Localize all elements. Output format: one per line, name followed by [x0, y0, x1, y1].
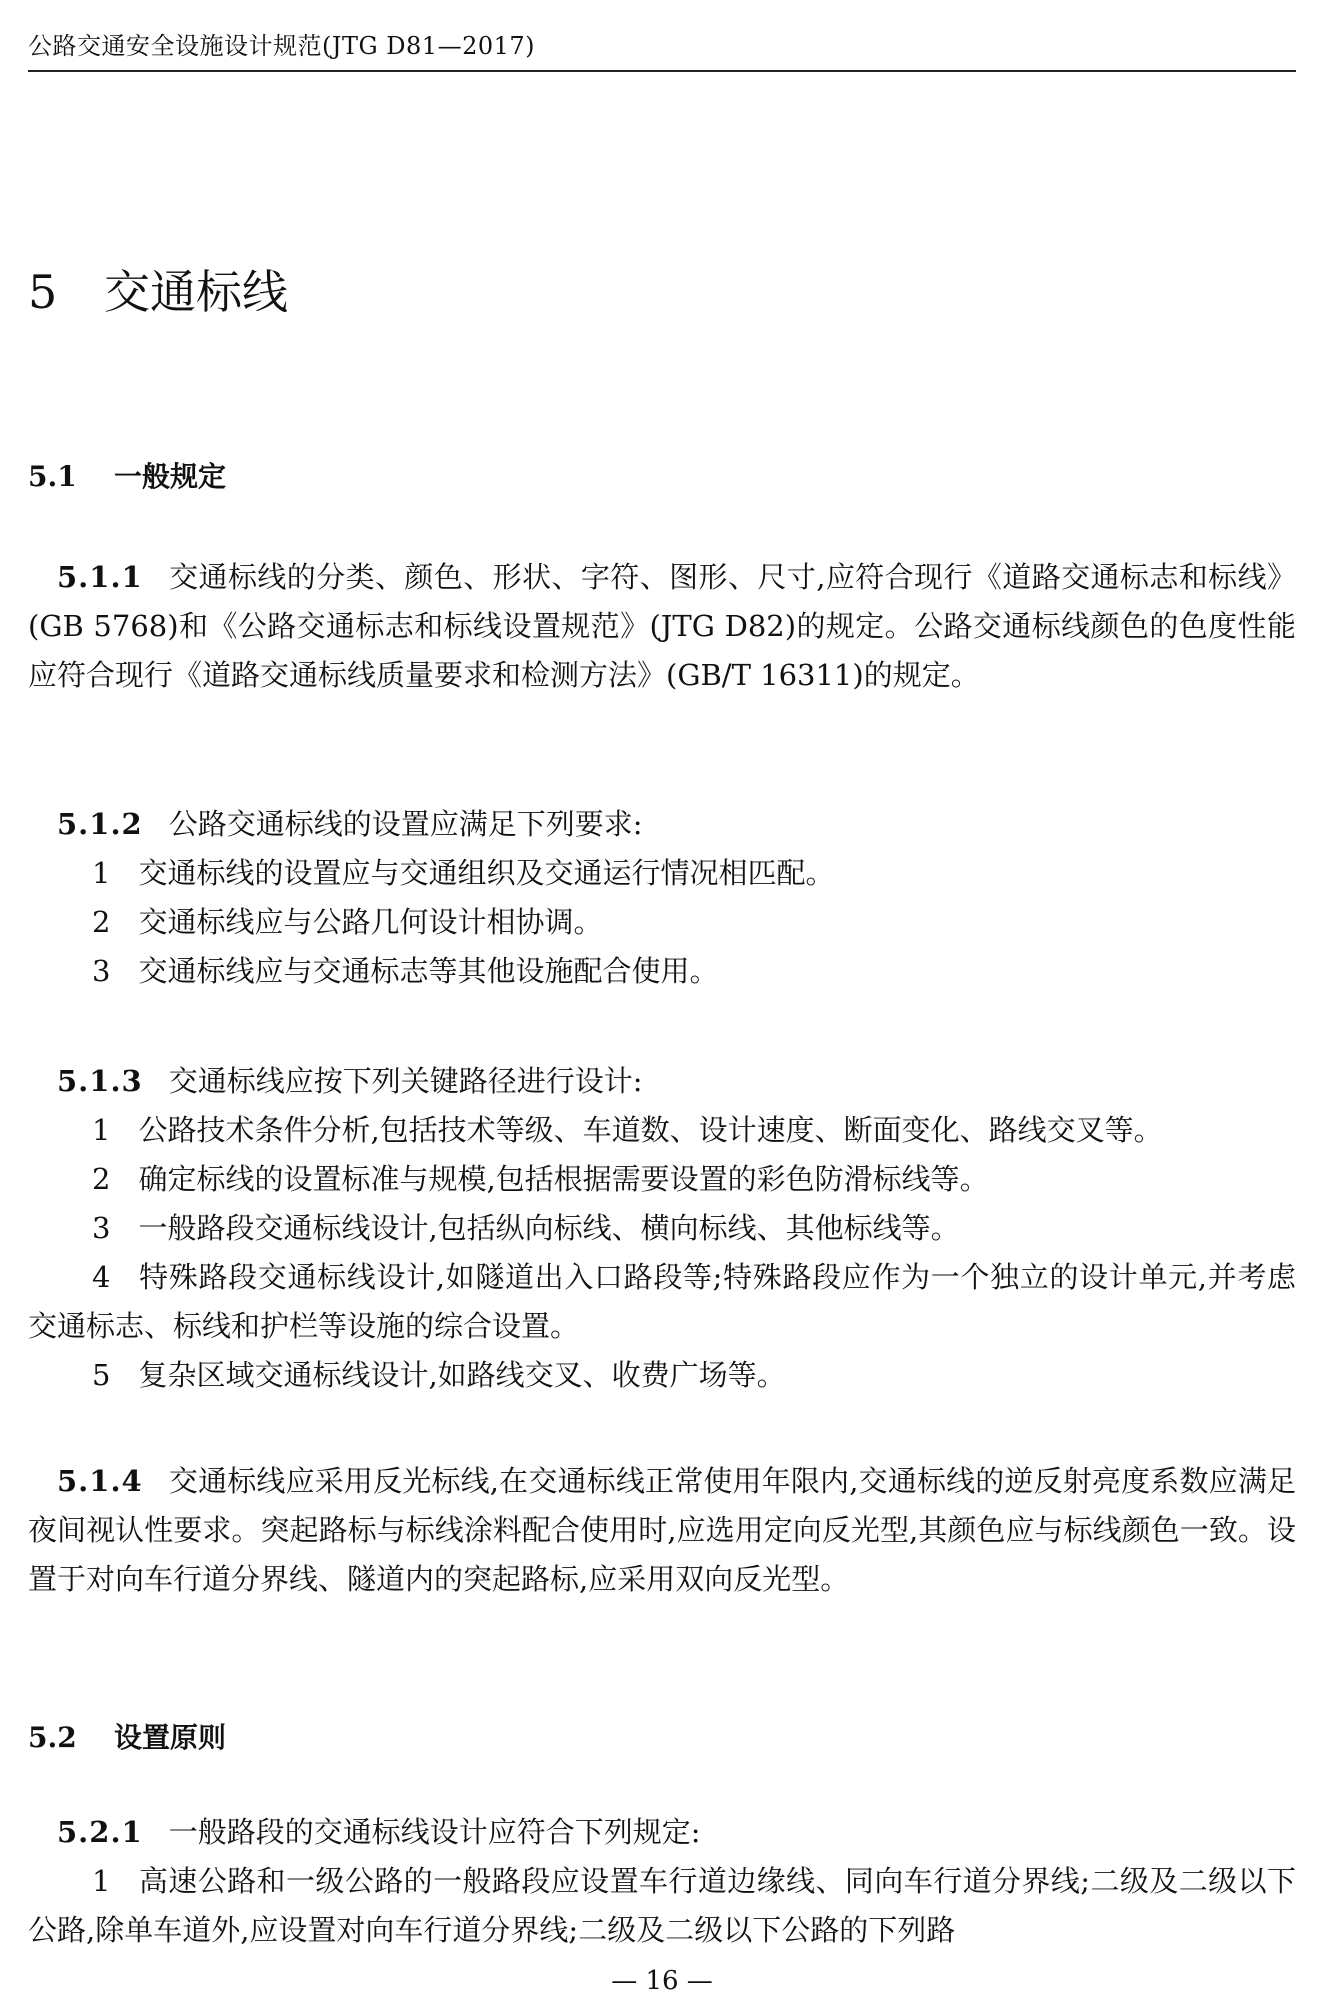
clause-text: 交通标线的分类、颜色、形状、字符、图形、尺寸,应符合现行《道路交通标志和标线》(GB 5768)和《公路交通标志和标线设置规范》(JTG D82)的规定。公路交通标线颜色的色度性能应符合现行《道路交通标线质量要求和检测方法》(GB/T 16311)的规定。: [28, 560, 1296, 692]
clause-text: 交通标线应按下列关键路径进行设计:: [168, 1064, 643, 1098]
list-item: [28, 947, 1296, 996]
clause-paragraph: [28, 1457, 1296, 1604]
item-text: 公路技术条件分析,包括技术等级、车道数、设计速度、断面变化、路线交叉等。: [138, 1113, 1163, 1147]
clause-paragraph: [28, 553, 1296, 700]
list-item: [28, 1106, 1296, 1155]
clause-5-2-1: [28, 1808, 1296, 1955]
section-title-text: 一般规定: [114, 460, 227, 493]
chapter-number: 5: [28, 265, 58, 319]
clause-5-1-3: [28, 1057, 1296, 1400]
section-number: 5.2: [28, 1721, 77, 1754]
item-text: 一般路段交通标线设计,包括纵向标线、横向标线、其他标线等。: [138, 1211, 960, 1245]
list-item: [28, 1351, 1296, 1400]
running-header: 公路交通安全设施设计规范(JTG D81—2017): [28, 32, 536, 60]
clause-text: 交通标线应采用反光标线,在交通标线正常使用年限内,交通标线的逆反射亮度系数应满足夜间视认性要求。突起路标与标线涂料配合使用时,应选用定向反光型,其颜色应与标线颜色一致。设置于对向车行道分界线、隧道内的突起路标,应采用双向反光型。: [28, 1464, 1296, 1596]
item-number: 1: [92, 1113, 111, 1147]
list-item: [28, 898, 1296, 947]
item-text: 交通标线的设置应与交通组织及交通运行情况相匹配。: [138, 856, 835, 890]
list-item: [28, 849, 1296, 898]
item-number: 1: [92, 856, 111, 890]
clause-number: 5.1.4: [57, 1464, 143, 1498]
clause-number: 5.1.1: [57, 560, 143, 594]
section-title: [28, 1716, 226, 1756]
item-text: 复杂区域交通标线设计,如路线交叉、收费广场等。: [138, 1358, 786, 1392]
item-number: 3: [92, 1211, 111, 1245]
clause-paragraph: [28, 1057, 1296, 1106]
clause-paragraph: [28, 1808, 1296, 1857]
list-item: [28, 1155, 1296, 1204]
section-title-text: 设置原则: [114, 1721, 227, 1754]
clause-number: 5.1.3: [57, 1064, 143, 1098]
clause-5-1-4: [28, 1457, 1296, 1604]
clause-5-1-1: [28, 553, 1296, 700]
page-number: — 16 —: [611, 1966, 713, 1996]
item-text: 高速公路和一级公路的一般路段应设置车行道边缘线、同向车行道分界线;二级及二级以下公路,除单车道外,应设置对向车行道分界线;二级及二级以下公路的下列路: [28, 1864, 1296, 1947]
section-title: [28, 455, 226, 495]
list-item: [28, 1204, 1296, 1253]
item-number: 2: [92, 905, 111, 939]
clause-5-1-2: [28, 800, 1296, 996]
chapter-title-text: 交通标线: [104, 265, 288, 319]
item-text: 交通标线应与交通标志等其他设施配合使用。: [138, 954, 719, 988]
list-item: [28, 1253, 1296, 1351]
clause-number: 5.1.2: [57, 807, 143, 841]
list-item: [28, 1857, 1296, 1955]
item-number: 3: [92, 954, 111, 988]
section-number: 5.1: [28, 460, 77, 493]
item-text: 特殊路段交通标线设计,如隧道出入口路段等;特殊路段应作为一个独立的设计单元,并考虑交通标志、标线和护栏等设施的综合设置。: [28, 1260, 1296, 1343]
item-number: 4: [92, 1260, 111, 1294]
item-text: 确定标线的设置标准与规模,包括根据需要设置的彩色防滑标线等。: [138, 1162, 989, 1196]
chapter-title: [28, 256, 288, 322]
clause-text: 公路交通标线的设置应满足下列要求:: [168, 807, 643, 841]
item-number: 1: [92, 1864, 111, 1898]
clause-number: 5.2.1: [57, 1815, 143, 1849]
clause-text: 一般路段的交通标线设计应符合下列规定:: [168, 1815, 701, 1849]
header-rule: [28, 70, 1296, 72]
item-number: 5: [92, 1358, 111, 1392]
item-number: 2: [92, 1162, 111, 1196]
item-text: 交通标线应与公路几何设计相协调。: [138, 905, 603, 939]
clause-paragraph: [28, 800, 1296, 849]
